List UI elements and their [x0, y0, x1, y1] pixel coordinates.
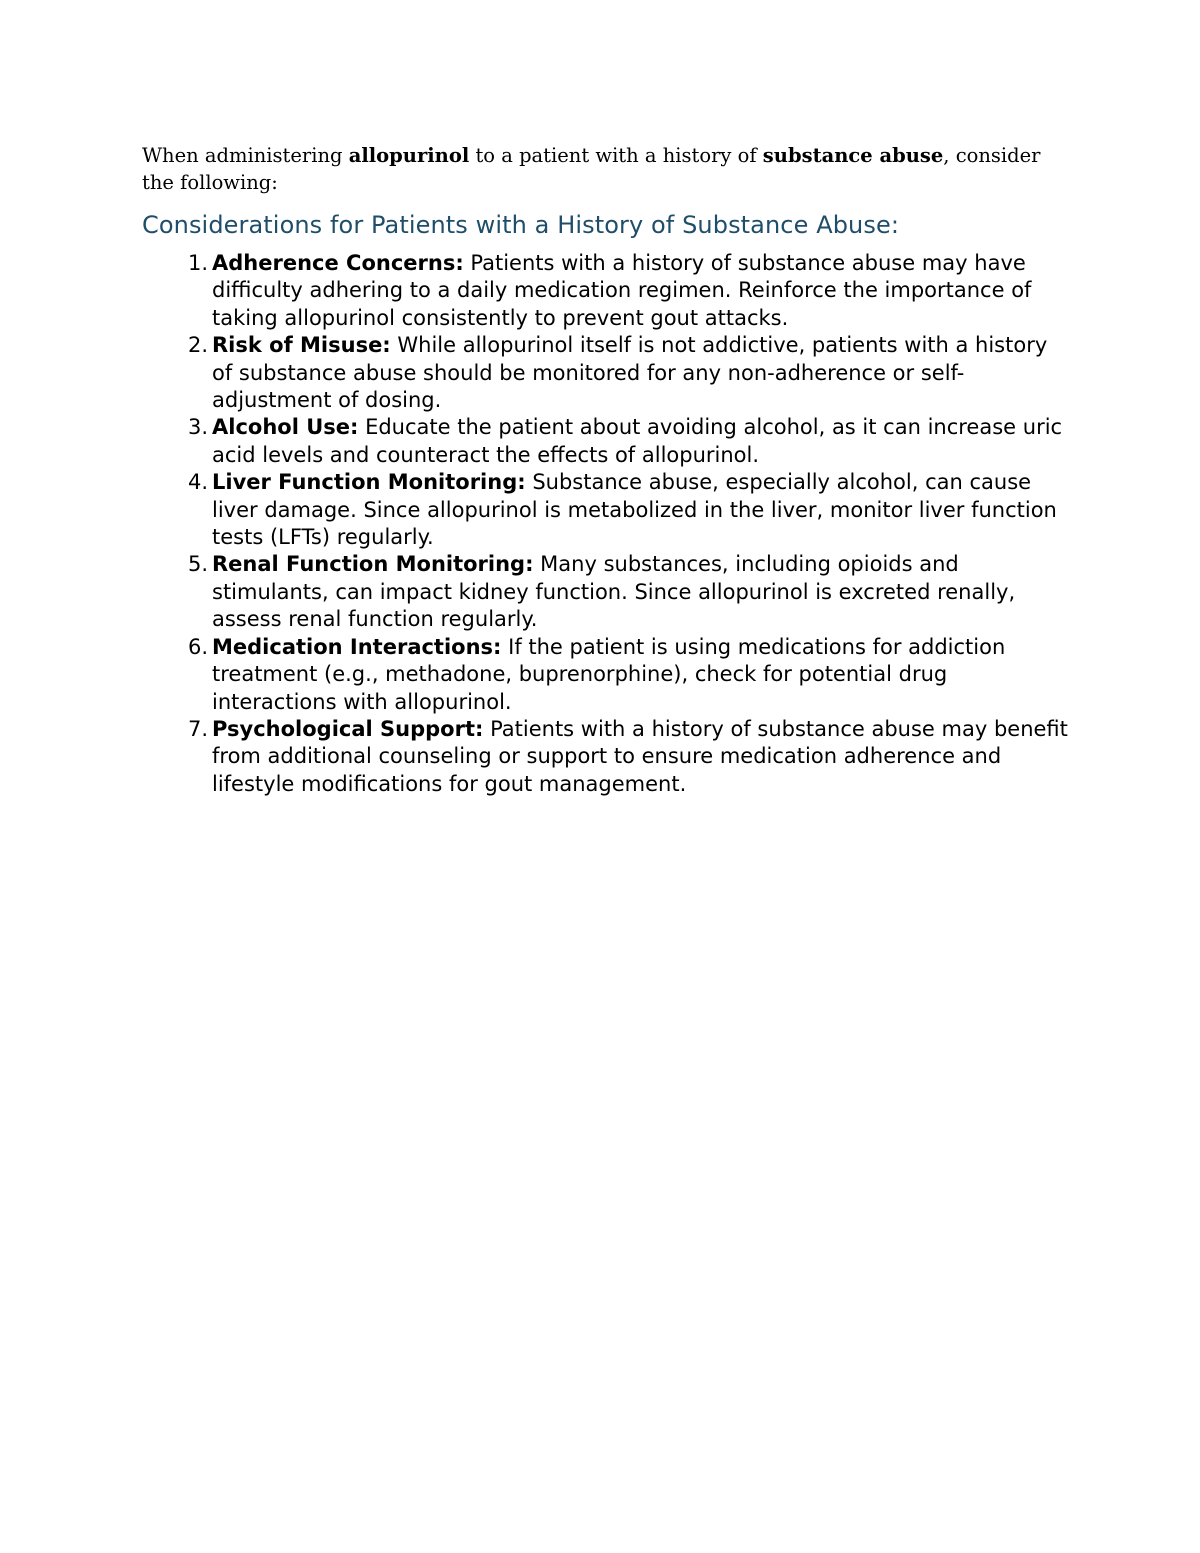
list-item-term: Risk of Misuse:	[212, 333, 391, 358]
list-item-number: 2.	[187, 333, 208, 358]
list-item	[142, 716, 1074, 798]
list-item-term: Psychological Support:	[212, 716, 484, 741]
intro-text: to a patient with a history of	[469, 144, 763, 167]
list-item	[142, 551, 1074, 633]
list-item-text: Patients with a history of substance abuse may have difficulty adhering to a daily medication regimen. Reinforce the importance of taking allopurinol consistently to prevent gout attacks.	[212, 251, 1032, 330]
list-item-number: 5.	[187, 552, 208, 577]
document-content	[142, 142, 1072, 798]
list-item-term: Adherence Concerns:	[212, 251, 464, 275]
list-item-text: Educate the patient about avoiding alcohol, as it can increase uric acid levels and counteract the effects of allopurinol.	[212, 415, 1063, 467]
list-item	[142, 332, 1074, 414]
list-item-term: Alcohol Use:	[212, 415, 359, 440]
list-item-number: 6.	[187, 634, 208, 659]
list-item-text: Many substances, including opioids and stimulants, can impact kidney function. Since allopurinol is excreted renally, assess renal function regularly.	[212, 552, 1016, 632]
list-item	[142, 469, 1074, 551]
list-item-number: 1.	[187, 251, 208, 275]
intro-condition: substance abuse	[762, 144, 944, 167]
list-item-text: While allopurinol itself is not addictive, patients with a history of substance abuse should be monitored for any non-adherence or self-adjustment of dosing.	[212, 333, 1048, 413]
list-item	[142, 414, 1074, 469]
list-item-term: Renal Function Monitoring:	[212, 552, 534, 577]
list-item-term: Medication Interactions:	[212, 634, 502, 659]
list-item-text: Patients with a history of substance abuse may benefit from additional counseling or support to ensure medication adherence and lifestyle modifications for gout management.	[212, 716, 1068, 796]
intro-text: When administering	[142, 144, 349, 167]
list-item	[142, 634, 1074, 716]
list-item-number: 4.	[187, 470, 208, 495]
section-heading: Considerations for Patients with a History of Substance Abuse:	[142, 211, 900, 239]
intro-text: , consider the following:	[142, 144, 1041, 194]
list-item-number: 7.	[187, 716, 208, 741]
intro-drug-name: allopurinol	[348, 144, 470, 167]
list-item	[142, 250, 1074, 332]
list-item-term: Liver Function Monitoring:	[212, 470, 526, 495]
list-item-text: If the patient is using medications for addiction treatment (e.g., methadone, buprenorphine), check for potential drug interactions with allopurinol.	[212, 634, 1006, 714]
list-item-text: Substance abuse, especially alcohol, can cause liver damage. Since allopurinol is metabolized in the liver, monitor liver function tests (LFTs) regularly.	[212, 470, 1057, 550]
considerations-list	[142, 250, 1072, 798]
intro-paragraph	[142, 142, 1072, 196]
list-item-number: 3.	[187, 415, 208, 440]
